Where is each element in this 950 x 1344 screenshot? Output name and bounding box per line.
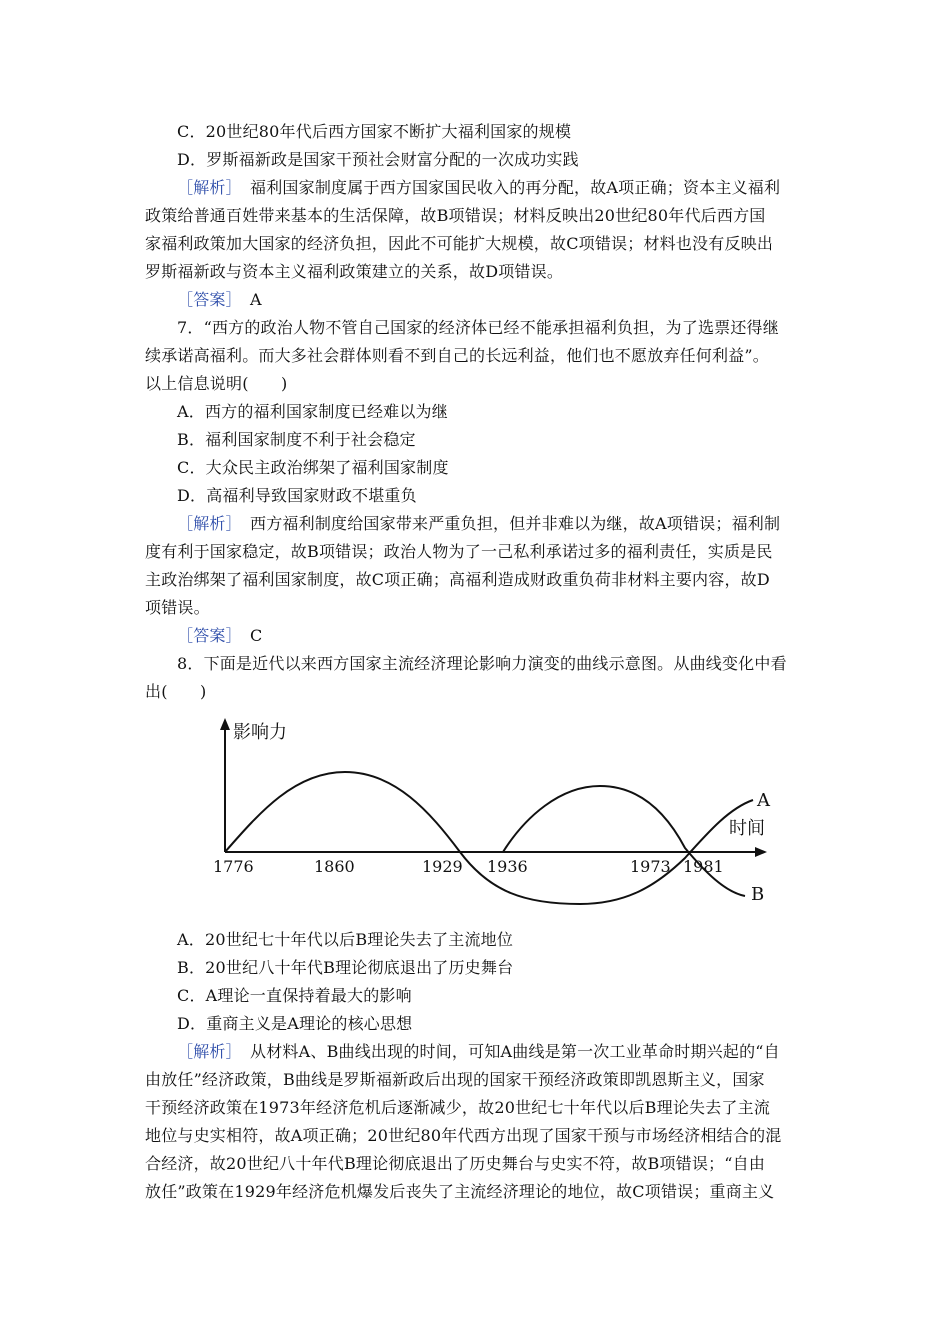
y-axis-arrow	[220, 718, 230, 730]
q6-analysis-line	[177, 174, 810, 202]
q8-analysis-line	[177, 1038, 810, 1066]
q8-analysis-line: 地位与史实相符，故A项正确；20世纪80年代西方出现了国家干预与市场经济相结合的混	[145, 1126, 782, 1145]
q8-stem-line: 8．下面是近代以来西方国家主流经济理论影响力演变的曲线示意图。从曲线变化中看	[177, 654, 787, 673]
answer-value: C	[233, 626, 263, 645]
q6-analysis-line: 家福利政策加大国家的经济负担，因此不可能扩大规模，故C项错误；材料也没有反映出	[145, 234, 774, 253]
q7-stem-line: 续承诺高福利。而大多社会群体则看不到自己的长远利益，他们也不愿放弃任何利益”。	[145, 346, 769, 365]
q8-analysis-line: 放任”政策在1929年经济危机爆发后丧失了主流经济理论的地位，故C项错误；重商主义	[145, 1182, 775, 1201]
analysis-tag: ［解析］	[177, 178, 234, 197]
curve-a-label: A	[757, 790, 770, 811]
q6-analysis-line: 罗斯福新政与资本主义福利政策建立的关系，故D项错误。	[145, 262, 564, 281]
q7-analysis-line: 度有利于国家稳定，故B项错误；政治人物为了一己私利承诺过多的福利责任，实质是民	[145, 542, 773, 561]
tick-label-1936: 1936	[487, 857, 528, 876]
q6-option-c: C．20世纪80年代后西方国家不断扩大福利国家的规模	[177, 122, 572, 141]
q7-stem-line: 以上信息说明( )	[145, 374, 288, 393]
q7-answer	[177, 622, 810, 650]
curve-b	[503, 786, 745, 896]
tick-label-1981: 1981	[683, 857, 724, 876]
answer-value: A	[233, 290, 262, 309]
x-axis-label: 时间	[729, 818, 765, 839]
answer-tag: ［答案］	[177, 626, 234, 645]
q8-analysis-line: 合经济，故20世纪八十年代B理论彻底退出了历史舞台与史实不符，故B项错误；“自由	[145, 1154, 766, 1173]
q7-option-c: C．大众民主政治绑架了福利国家制度	[177, 458, 449, 477]
tick-label-1776: 1776	[213, 857, 254, 876]
curve-a	[225, 772, 753, 904]
y-axis-label: 影响力	[233, 722, 287, 743]
analysis-text: 西方福利制度给国家带来严重负担，但并非难以为继，故A项错误；福利制	[233, 514, 781, 533]
analysis-text: 从材料A、B曲线出现的时间，可知A曲线是第一次工业革命时期兴起的“自	[233, 1042, 780, 1061]
q6-answer	[177, 286, 810, 314]
q7-option-b: B．福利国家制度不利于社会稳定	[177, 430, 416, 449]
q8-analysis-line: 由放任”经济政策，B曲线是罗斯福新政后出现的国家干预经济政策即凯恩斯主义，国家	[145, 1070, 765, 1089]
x-axis-arrow	[755, 847, 767, 857]
q7-option-d: D．高福利导致国家财政不堪重负	[177, 486, 417, 505]
q7-stem-line: 7．“西方的政治人物不管自己国家的经济体已经不能承担福利负担，为了选票还得继	[177, 318, 779, 337]
q7-analysis-line: 项错误。	[145, 598, 210, 617]
q8-option-d: D．重商主义是A理论的核心思想	[177, 1014, 413, 1033]
tick-label-1929: 1929	[422, 857, 463, 876]
q8-option-c: C．A理论一直保持着最大的影响	[177, 986, 412, 1005]
q8-stem-line: 出( )	[145, 682, 207, 701]
curve-b-label: B	[751, 884, 765, 905]
q7-option-a: A．西方的福利国家制度已经难以为继	[177, 402, 448, 421]
analysis-tag: ［解析］	[177, 1042, 234, 1061]
tick-label-1860: 1860	[314, 857, 355, 876]
q7-analysis-line	[177, 510, 810, 538]
q6-analysis-line: 政策给普通百姓带来基本的生活保障，故B项错误；材料反映出20世纪80年代后西方国	[145, 206, 766, 225]
analysis-text: 福利国家制度属于西方国家国民收入的再分配，故A项正确；资本主义福利	[233, 178, 781, 197]
q7-analysis-line: 主政治绑架了福利国家制度，故C项正确；高福利造成财政重负荷非材料主要内容，故D	[145, 570, 770, 589]
tick-label-1973: 1973	[630, 857, 671, 876]
q8-option-a: A．20世纪七十年代以后B理论失去了主流地位	[177, 930, 514, 949]
q8-option-b: B．20世纪八十年代B理论彻底退出了历史舞台	[177, 958, 514, 977]
q8-analysis-line: 干预经济政策在1973年经济危机后逐渐减少，故20世纪七十年代以后B理论失去了主流	[145, 1098, 771, 1117]
economic-theory-curve-diagram	[205, 712, 785, 912]
q6-option-d: D．罗斯福新政是国家干预社会财富分配的一次成功实践	[177, 150, 579, 169]
analysis-tag: ［解析］	[177, 514, 234, 533]
answer-tag: ［答案］	[177, 290, 234, 309]
